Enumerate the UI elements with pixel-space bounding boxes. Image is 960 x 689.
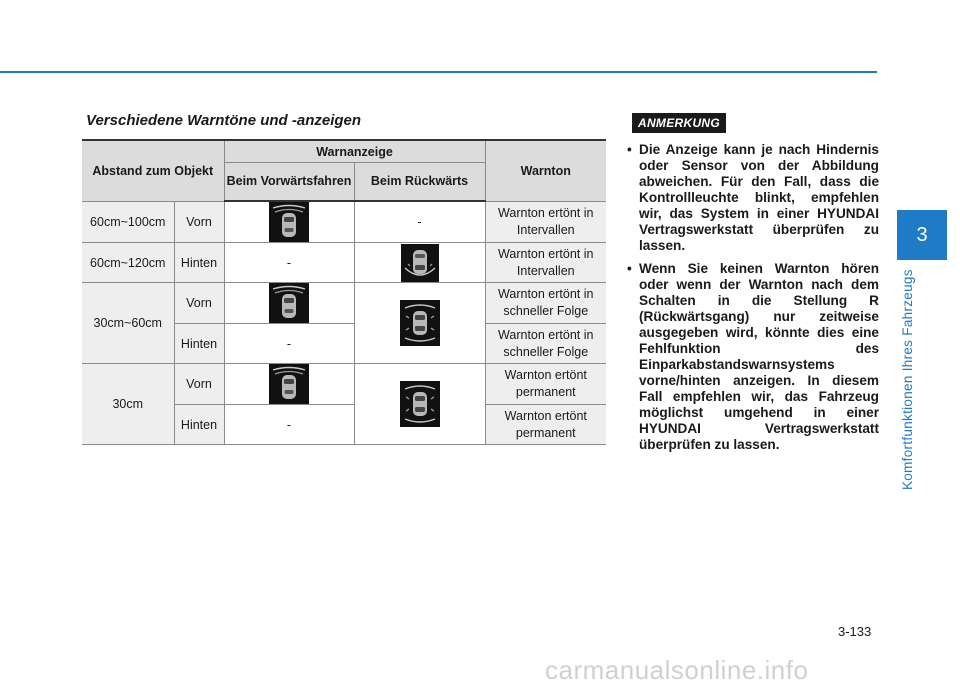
chapter-number: 3	[916, 223, 928, 246]
car-all-icon	[400, 300, 440, 346]
note-badge: ANMERKUNG	[632, 113, 726, 133]
cell-tone: Warnton ertönt in schneller Folge	[485, 283, 606, 324]
cell-tone: Warnton ertönt permanent	[485, 405, 606, 445]
car-front-icon	[269, 202, 309, 242]
table-row	[82, 283, 606, 324]
page-number: 3-133	[838, 624, 872, 639]
chapter-tab	[897, 210, 947, 260]
cell-tone: Warnton ertönt in Intervallen	[485, 201, 606, 243]
section-title: Verschiedene Warntöne und -anzeigen	[86, 112, 362, 129]
cell-forward: -	[224, 405, 354, 445]
cell-sensor: Vorn	[174, 364, 224, 405]
bullet-icon: •	[627, 142, 632, 157]
list-item	[623, 142, 879, 254]
cell-sensor: Hinten	[174, 324, 224, 364]
cell-reverse	[354, 364, 485, 445]
header-reverse: Beim Rückwärts	[354, 163, 485, 202]
cell-tone: Warnton ertönt permanent	[485, 364, 606, 405]
table-row	[82, 364, 606, 405]
bullet-icon: •	[627, 261, 632, 276]
note-text: Die Anzeige kann je nach Hindernis oder Sensor von der Abbildung abweichen. Für den Fall, dass die Kontrollleuchte blinkt, empfehlen wir, das System in einer HYUNDAI Vertragswerkstatt überprüfen zu lassen.	[639, 142, 879, 253]
cell-sensor: Hinten	[174, 405, 224, 445]
cell-distance: 30cm~60cm	[82, 283, 174, 364]
header-tone: Warnton	[485, 140, 606, 201]
table-row	[82, 243, 606, 283]
cell-reverse	[354, 243, 485, 283]
cell-reverse	[354, 283, 485, 364]
cell-forward	[224, 364, 354, 405]
cell-forward	[224, 201, 354, 243]
header-rule	[0, 71, 877, 73]
cell-tone: Warnton ertönt in schneller Folge	[485, 324, 606, 364]
table-row	[82, 201, 606, 243]
cell-forward: -	[224, 243, 354, 283]
cell-tone: Warnton ertönt in Intervallen	[485, 243, 606, 283]
cell-sensor: Vorn	[174, 283, 224, 324]
note-list	[623, 142, 879, 460]
cell-sensor: Hinten	[174, 243, 224, 283]
warning-table	[82, 139, 606, 445]
cell-distance: 60cm~120cm	[82, 243, 174, 283]
header-forward: Beim Vorwärtsfahren	[224, 163, 354, 202]
cell-forward: -	[224, 324, 354, 364]
cell-forward	[224, 283, 354, 324]
car-front-icon	[269, 364, 309, 404]
chapter-title: Komfortfunktionen Ihres Fahrzeugs	[900, 269, 915, 490]
car-rear-icon	[401, 244, 439, 282]
car-all-icon	[400, 381, 440, 427]
note-text: Wenn Sie keinen Warnton hören oder wenn der Warnton nach dem Schalten in die Stellung R (Rückwärtsgang) nur zeitweise ausgegeben wird, könnte dies eine Fehlfunktion des Einparkabstandswarnsystems vorne/hinten anzeigen. In diesem Fall empfehlen wir, das Fahrzeug möglichst umgehend in einer HYUNDAI Vertragswerkstatt überprüfen zu lassen.	[639, 261, 879, 452]
list-item	[623, 261, 879, 453]
car-front-icon	[269, 283, 309, 323]
watermark: carmanualsonline.info	[545, 655, 809, 685]
cell-distance: 30cm	[82, 364, 174, 445]
chapter-side-title	[898, 268, 920, 490]
header-indicator: Warnanzeige	[224, 140, 485, 163]
cell-reverse: -	[354, 201, 485, 243]
header-distance: Abstand zum Objekt	[82, 140, 224, 201]
cell-sensor: Vorn	[174, 201, 224, 243]
cell-distance: 60cm~100cm	[82, 201, 174, 243]
